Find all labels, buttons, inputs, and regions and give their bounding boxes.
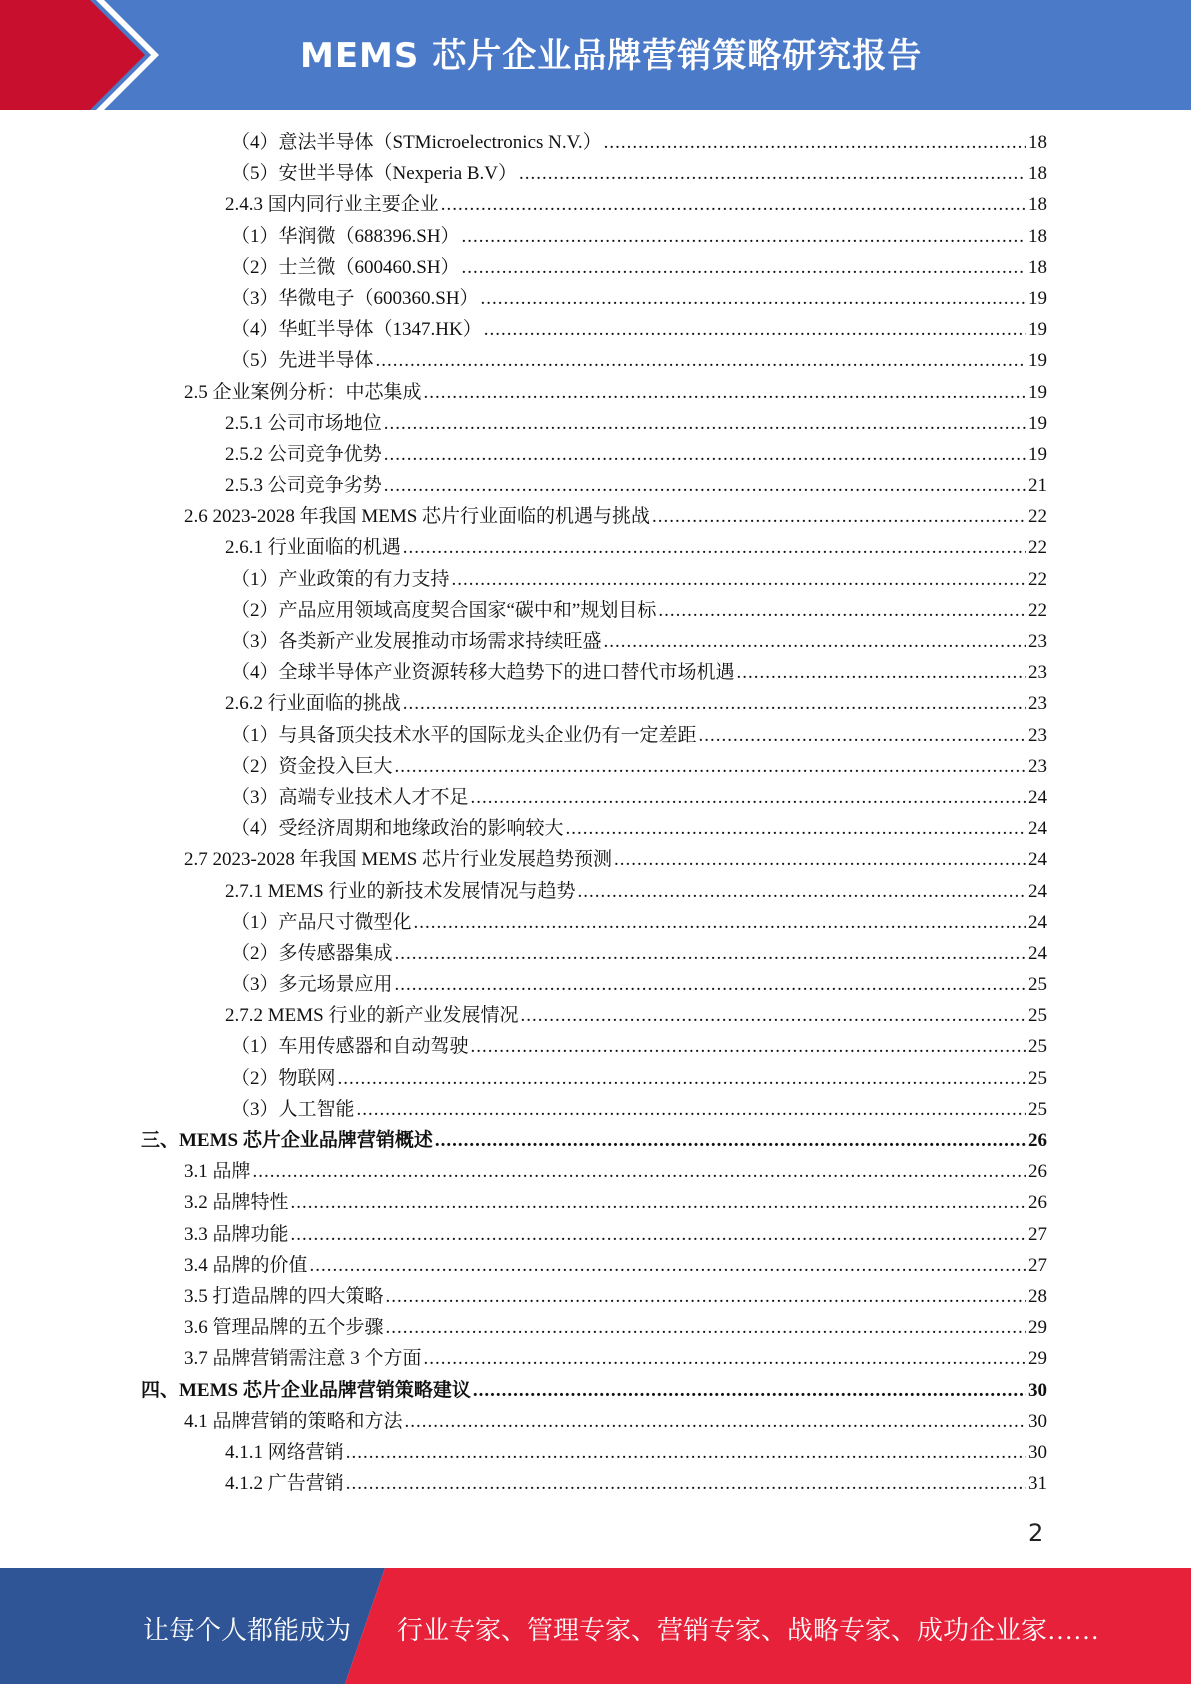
page-number: 2 [1028,1519,1044,1547]
toc-entry[interactable] [0,1063,1047,1094]
toc-entry[interactable] [0,501,1047,532]
toc-entry-page: 19 [1028,350,1047,372]
toc-entry[interactable] [0,439,1047,470]
toc-entry-page: 30 [1028,1441,1047,1463]
toc-dot-leader [737,657,1026,688]
toc-dot-leader [614,844,1026,875]
toc-entry[interactable] [0,907,1047,938]
toc-dot-leader [357,1094,1026,1125]
toc-dot-leader [699,720,1026,751]
toc-entry-page: 23 [1028,693,1047,715]
toc-dot-leader [473,1375,1026,1406]
toc-entry-page: 23 [1028,755,1047,777]
toc-entry-label: （2）物联网 [231,1067,336,1089]
toc-entry[interactable] [0,564,1047,595]
toc-entry[interactable] [0,1468,1047,1499]
toc-dot-leader [253,1156,1026,1187]
toc-entry[interactable] [0,221,1047,252]
footer-slogan-left: 让每个人都能成为 [143,1616,352,1645]
toc-entry-page: 19 [1028,287,1047,309]
toc-entry-label: （5）先进半导体 [231,350,374,372]
toc-entry[interactable] [0,813,1047,844]
toc-dot-leader [338,1063,1026,1094]
toc-entry-page: 18 [1028,163,1047,185]
toc-entry[interactable] [0,1000,1047,1031]
toc-entry-page: 25 [1028,1098,1047,1120]
toc-entry-label: 3.3 品牌功能 [184,1223,289,1245]
toc-entry-page: 24 [1028,818,1047,840]
toc-entry[interactable] [0,252,1047,283]
toc-dot-leader [566,813,1026,844]
toc-entry-page: 26 [1028,1192,1047,1214]
toc-entry-label: 4.1.1 网络营销 [225,1441,344,1463]
toc-entry-label: 2.5.2 公司竞争优势 [225,443,382,465]
toc-entry-page: 22 [1028,568,1047,590]
page-footer [0,1568,1191,1684]
toc-entry-page: 18 [1028,194,1047,216]
toc-entry-label: 3.1 品牌 [184,1161,251,1183]
toc-dot-leader [471,782,1026,813]
toc-dot-leader [519,158,1026,189]
toc-entry-page: 30 [1028,1379,1047,1401]
toc-entry-page: 21 [1028,475,1047,497]
toc-dot-leader [386,1312,1026,1343]
toc-entry-page: 27 [1028,1254,1047,1276]
footer-slogan-right: 行业专家、管理专家、营销专家、战略专家、成功企业家…… [397,1616,1100,1645]
toc-entry-page: 24 [1028,880,1047,902]
toc-entry[interactable] [0,626,1047,657]
toc-entry-label: （1）华润微（688396.SH） [231,225,460,247]
toc-entry-label: （3）华微电子（600360.SH） [231,287,479,309]
toc-dot-leader [346,1437,1026,1468]
toc-entry[interactable] [0,1312,1047,1343]
toc-entry[interactable] [0,657,1047,688]
toc-entry[interactable] [0,189,1047,220]
toc-entry-label: 三、MEMS 芯片企业品牌营销概述 [141,1130,433,1151]
toc-entry-label: （4）全球半导体产业资源转移大趋势下的进口替代市场机遇 [231,662,735,684]
toc-entry-page: 23 [1028,631,1047,652]
toc-dot-leader [441,189,1026,220]
toc-entry-page: 22 [1028,537,1047,559]
toc-entry-page: 25 [1028,1036,1047,1058]
toc-entry-page: 19 [1028,381,1047,403]
toc-entry-page: 22 [1028,506,1047,528]
toc-entry[interactable] [0,1281,1047,1312]
toc-entry[interactable] [0,1219,1047,1250]
toc-dot-leader [403,532,1026,563]
toc-entry-label: （3）高端专业技术人才不足 [231,786,469,808]
red-chevron-icon [0,0,160,110]
toc-entry[interactable] [0,345,1047,376]
toc-dot-leader [395,751,1026,782]
toc-entry[interactable] [0,595,1047,626]
toc-entry[interactable] [0,127,1047,158]
toc-dot-leader [291,1219,1026,1250]
toc-entry-page: 26 [1028,1130,1047,1151]
toc-entry[interactable] [0,1250,1047,1281]
toc-entry-label: 3.5 打造品牌的四大策略 [184,1285,384,1307]
toc-entry[interactable] [0,844,1047,875]
toc-entry-page: 31 [1028,1473,1047,1495]
toc-dot-leader [424,377,1026,408]
toc-entry[interactable] [0,314,1047,345]
toc-entry-label: 2.7.2 MEMS 行业的新产业发展情况 [225,1005,519,1027]
toc-entry-page: 25 [1028,974,1047,996]
toc-dot-leader [395,969,1026,1000]
toc-dot-leader [376,345,1026,376]
toc-entry-label: 2.6.2 行业面临的挑战 [225,693,401,715]
toc-entry[interactable] [0,969,1047,1000]
toc-entry-label: 2.7.1 MEMS 行业的新技术发展情况与趋势 [225,880,576,902]
toc-dot-leader [395,938,1026,969]
toc-entry-page: 18 [1028,132,1047,153]
toc-entry-label: （2）资金投入巨大 [231,755,393,777]
toc-entry[interactable] [0,782,1047,813]
toc-dot-leader [481,283,1026,314]
toc-entry-label: （3）各类新产业发展推动市场需求持续旺盛 [231,631,602,652]
toc-dot-leader [310,1250,1026,1281]
toc-dot-leader [462,221,1026,252]
toc-dot-leader [604,127,1026,158]
toc-entry[interactable] [0,1437,1047,1468]
toc-entry-label: 3.7 品牌营销需注意 3 个方面 [184,1348,422,1370]
toc-entry[interactable] [0,470,1047,501]
toc-entry[interactable] [0,532,1047,563]
toc-entry[interactable] [0,158,1047,189]
toc-dot-leader [462,252,1026,283]
toc-entry[interactable] [0,1375,1047,1406]
toc-entry-page: 27 [1028,1223,1047,1245]
toc-entry-page: 19 [1028,443,1047,465]
toc-entry-page: 19 [1028,412,1047,434]
toc-entry-page: 30 [1028,1410,1047,1432]
toc-entry-label: （4）意法半导体（STMicroelectronics N.V.） [231,132,602,153]
toc-entry-label: 3.4 品牌的价值 [184,1254,308,1276]
toc-entry-label: 4.1.2 广告营销 [225,1473,344,1495]
toc-dot-leader [471,1031,1026,1062]
toc-dot-leader [452,564,1026,595]
toc-entry[interactable] [0,938,1047,969]
toc-entry-label: （2）产品应用领域高度契合国家“碳中和”规划目标 [231,599,657,621]
toc-dot-leader [604,626,1026,657]
toc-entry[interactable] [0,1125,1047,1156]
toc-entry[interactable] [0,408,1047,439]
toc-entry-label: 2.5.3 公司竞争劣势 [225,475,382,497]
toc-entry-page: 24 [1028,786,1047,808]
table-of-contents [0,127,1191,1499]
toc-entry[interactable] [0,1187,1047,1218]
toc-entry-page: 23 [1028,662,1047,684]
toc-entry[interactable] [0,1094,1047,1125]
toc-entry-label: 2.6 2023-2028 年我国 MEMS 芯片行业面临的机遇与挑战 [184,506,651,528]
toc-entry-label: （3）多元场景应用 [231,974,393,996]
toc-dot-leader [291,1187,1026,1218]
report-title: MEMS 芯片企业品牌营销策略研究报告 [300,36,923,76]
toc-entry[interactable] [0,876,1047,907]
toc-entry[interactable] [0,720,1047,751]
toc-dot-leader [384,470,1026,501]
toc-entry-page: 22 [1028,599,1047,621]
toc-dot-leader [520,1000,1026,1031]
toc-entry[interactable] [0,377,1047,408]
toc-entry-label: 2.4.3 国内同行业主要企业 [225,194,439,216]
toc-entry-page: 18 [1028,256,1047,278]
toc-entry[interactable] [0,751,1047,782]
toc-entry-page: 29 [1028,1348,1047,1370]
toc-entry-page: 18 [1028,225,1047,247]
toc-entry-label: （5）安世半导体（Nexperia B.V） [231,163,518,185]
toc-dot-leader [658,595,1026,626]
toc-dot-leader [424,1343,1026,1374]
toc-entry[interactable] [0,283,1047,314]
toc-dot-leader [435,1125,1026,1156]
toc-entry[interactable] [0,688,1047,719]
toc-entry-label: （4）华虹半导体（1347.HK） [231,319,482,341]
toc-entry-page: 24 [1028,849,1047,871]
toc-entry-page: 25 [1028,1005,1047,1027]
toc-entry-label: 3.2 品牌特性 [184,1192,289,1214]
toc-entry-page: 26 [1028,1161,1047,1183]
toc-entry[interactable] [0,1031,1047,1062]
toc-entry-page: 24 [1028,911,1047,933]
toc-entry-page: 19 [1028,319,1047,341]
toc-entry-label: （3）人工智能 [231,1098,355,1120]
toc-entry-label: 2.6.1 行业面临的机遇 [225,537,401,559]
toc-entry-label: （1）与具备顶尖技术水平的国际龙头企业仍有一定差距 [231,724,697,746]
toc-entry-label: （1）产品尺寸微型化 [231,911,412,933]
toc-entry-label: 2.5 企业案例分析：中芯集成 [184,381,422,403]
toc-entry-label: 3.6 管理品牌的五个步骤 [184,1317,384,1339]
toc-entry[interactable] [0,1343,1047,1374]
toc-entry[interactable] [0,1156,1047,1187]
toc-dot-leader [386,1281,1026,1312]
toc-entry-label: （1）产业政策的有力支持 [231,568,450,590]
toc-entry[interactable] [0,1406,1047,1437]
toc-entry-label: （1）车用传感器和自动驾驶 [231,1036,469,1058]
toc-dot-leader [484,314,1026,345]
toc-entry-label: 2.5.1 公司市场地位 [225,412,382,434]
toc-dot-leader [346,1468,1026,1499]
toc-entry-page: 29 [1028,1317,1047,1339]
toc-dot-leader [384,439,1026,470]
toc-entry-label: （2）多传感器集成 [231,942,393,964]
toc-dot-leader [384,408,1026,439]
toc-dot-leader [403,688,1026,719]
toc-dot-leader [652,501,1026,532]
toc-entry-label: （2）士兰微（600460.SH） [231,256,460,278]
toc-entry-label: 四、MEMS 芯片企业品牌营销策略建议 [141,1379,471,1401]
toc-dot-leader [405,1406,1026,1437]
toc-entry-page: 28 [1028,1285,1047,1307]
toc-entry-page: 25 [1028,1067,1047,1089]
page-header [0,0,1191,110]
toc-dot-leader [577,876,1026,907]
toc-entry-page: 24 [1028,942,1047,964]
toc-entry-label: 4.1 品牌营销的策略和方法 [184,1410,403,1432]
toc-dot-leader [414,907,1026,938]
toc-entry-page: 23 [1028,724,1047,746]
toc-entry-label: 2.7 2023-2028 年我国 MEMS 芯片行业发展趋势预测 [184,849,613,871]
toc-entry-label: （4）受经济周期和地缘政治的影响较大 [231,818,564,840]
